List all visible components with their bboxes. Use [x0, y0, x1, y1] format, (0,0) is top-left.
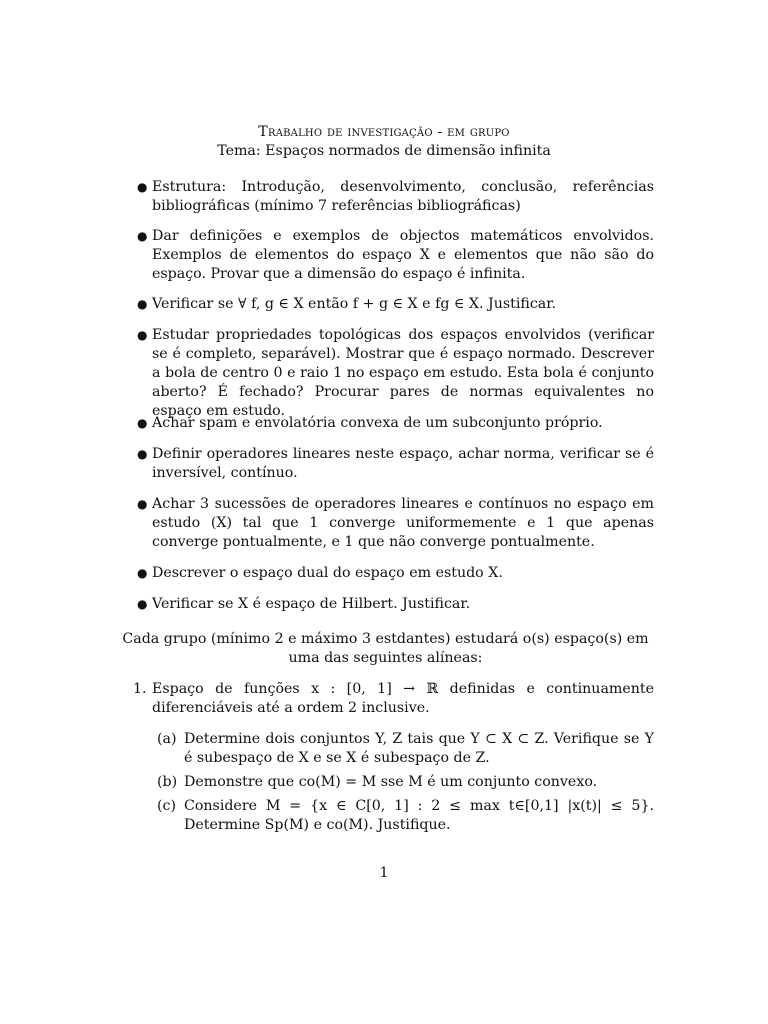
- list-item-text: Dar definições e exemplos de objectos matemáticos envolvidos. Exemplos de elementos do espaço X e elementos que não são do espaço. Provar que a dimensão do espaço é infinita.: [152, 228, 654, 282]
- list-item-text: Verificar se X é espaço de Hilbert. Justificar.: [152, 596, 471, 612]
- item-number: 1.: [133, 681, 147, 697]
- list-item: [137, 495, 654, 552]
- bullet-icon: ●: [137, 328, 148, 342]
- list-item-text: Verificar se ∀ f, g ∈ X então f + g ∈ X e fg ∈ X. Justificar.: [152, 296, 556, 312]
- bullet-icon: ●: [137, 447, 148, 461]
- list-item: [137, 595, 654, 614]
- document-title: Trabalho de investigação - em grupo: [258, 124, 510, 140]
- document-header: [0, 123, 768, 161]
- list-item: [137, 178, 654, 216]
- document-subtitle: Tema: Espaços normados de dimensão infinita: [217, 143, 551, 159]
- bullet-icon: ●: [137, 566, 148, 580]
- subitem-text: Demonstre que co(M) = M sse M é um conjunto convexo.: [184, 774, 598, 790]
- subitem: [157, 730, 654, 768]
- subitem-label: (a): [157, 731, 177, 747]
- subitem-text: Determine dois conjuntos Y, Z tais que Y ⊂ X ⊂ Z. Verifique se Y é subespaço de X e se X é subespaço de Z.: [184, 731, 654, 766]
- bullet-icon: ●: [137, 297, 148, 311]
- bullet-icon: ●: [137, 229, 148, 243]
- subitem: [157, 773, 654, 792]
- page-number: 1: [379, 865, 389, 881]
- list-item: [137, 445, 654, 483]
- list-item-text: Definir operadores lineares neste espaço, achar norma, verificar se é inversível, contínuo.: [152, 446, 654, 481]
- bullet-icon: ●: [137, 416, 148, 430]
- list-item-text: Estudar propriedades topológicas dos espaços envolvidos (verificar se é completo, separável). Mostrar que é espaço normado. Descrever a bola de centro 0 e raio 1 no espaço em estudo. Esta bola é conjunto aberto? É fechado? Procurar pares de normas equivalentes no espaço em estudo.: [152, 327, 654, 419]
- bullet-icon: ●: [137, 597, 148, 611]
- list-item: [137, 227, 654, 284]
- subitem: [157, 797, 654, 835]
- intro-paragraph: Cada grupo (mínimo 2 e máximo 3 estdantes) estudará o(s) espaço(s) em uma das seguintes alíneas:: [122, 631, 649, 666]
- bullet-icon: ●: [137, 497, 148, 511]
- enumerated-item: [133, 680, 654, 718]
- subitem-label: (b): [157, 774, 178, 790]
- list-item: [137, 564, 654, 583]
- bullet-icon: ●: [137, 180, 148, 194]
- list-item-text: Descrever o espaço dual do espaço em estudo X.: [152, 565, 503, 581]
- subitem-label: (c): [157, 798, 177, 814]
- list-item-text: Achar 3 sucessões de operadores lineares e contínuos no espaço em estudo (X) tal que 1 converge uniformemente e 1 que apenas converge pontualmente, e 1 que não converge pontualmente.: [152, 496, 654, 550]
- list-item-text: Achar spam e envolatória convexa de um subconjunto próprio.: [152, 415, 603, 431]
- list-item-text: Estrutura: Introdução, desenvolvimento, conclusão, referências bibliográficas (mínimo 7 referências bibliográficas): [152, 179, 654, 214]
- item-text: Espaço de funções x : [0, 1] → ℝ definidas e continuamente diferenciáveis até a ordem 2 inclusive.: [152, 681, 654, 716]
- subitem-text: Considere M = {x ∈ C[0, 1] : 2 ≤ max t∈[0,1] |x(t)| ≤ 5}. Determine Sp(M) e co(M). Justifique.: [184, 798, 654, 833]
- list-item: [137, 295, 654, 314]
- list-item: [137, 326, 654, 421]
- list-item: [137, 414, 654, 433]
